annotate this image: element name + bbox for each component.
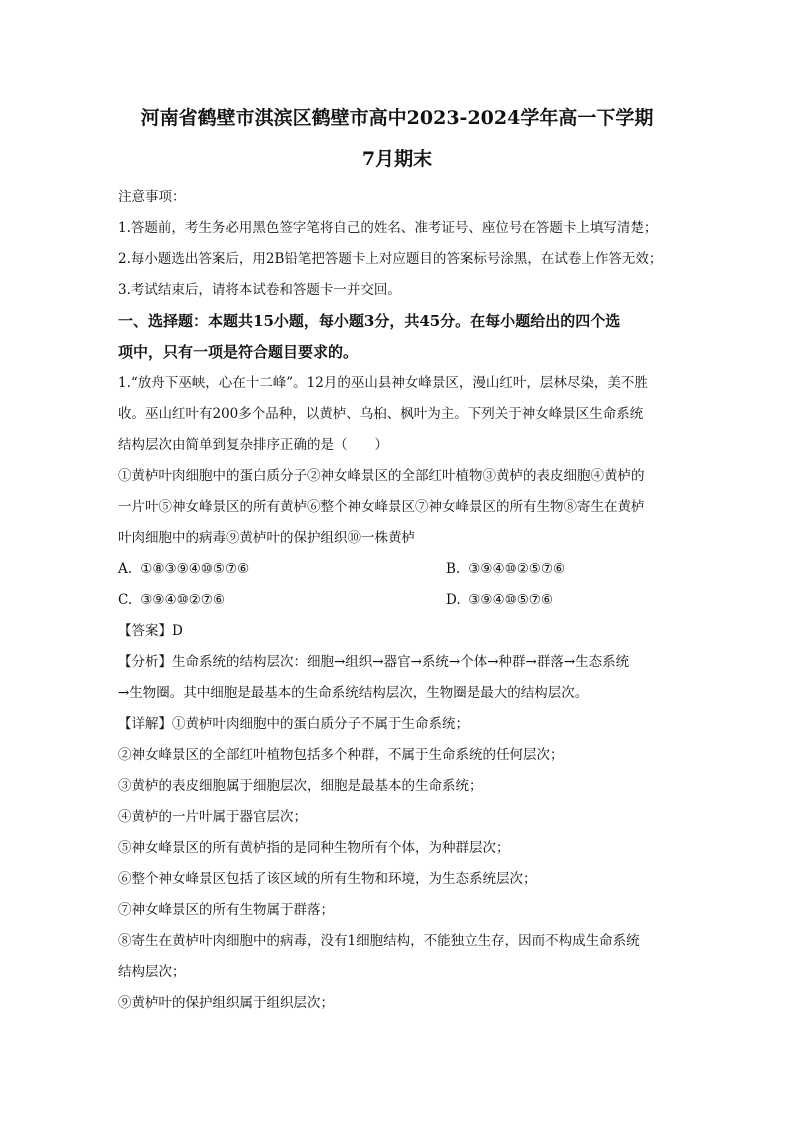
detail-line-8: ⑧寄生在黄栌叶肉细胞中的病毒，没有1细胞结构，不能独立生存，因而不构成生命系统: [118, 933, 640, 949]
analysis-line-2: →生物圈。其中细胞是最基本的生命系统结构层次，生物圈是最大的结构层次。: [118, 685, 589, 701]
option-d: [446, 590, 553, 610]
document-title-line-1: 河南省鹤壁市淇滨区鹤壁市高中2023-2024学年高一下学期: [140, 107, 654, 129]
question-stem-line-3: 结构层次由简单到复杂排序正确的是（ ）: [118, 437, 388, 453]
detail-line-4: ④黄栌的一片叶属于器官层次；: [118, 809, 307, 825]
section-heading-line-1: 一、选择题：本题共15小题，每小题3分，共45分。在每小题给出的四个选: [118, 312, 621, 330]
detail-line-6: ⑥整个神女峰景区包括了该区域的所有生物和环境，为生态系统层次；: [118, 871, 537, 887]
notice-heading: 注意事项：: [118, 189, 186, 205]
option-c-letter: C.: [118, 592, 133, 608]
notice-item-3: 3.考试结束后，请将本试卷和答题卡一并交回。: [118, 282, 401, 298]
option-c-text: ③⑨④⑩②⑦⑥: [140, 592, 226, 608]
question-stem-line-2: 收。巫山红叶有200多个品种，以黄栌、乌桕、枫叶为主。下列关于神女峰景区生命系统: [118, 406, 644, 422]
option-b-text: ③⑨④⑩②⑤⑦⑥: [468, 561, 566, 577]
option-a-letter: A.: [118, 561, 133, 577]
option-d-text: ③⑨④⑩⑤⑦⑥: [468, 592, 554, 608]
option-b: [446, 559, 565, 579]
detail-line-2: ②神女峰景区的全部红叶植物包括多个种群，不属于生命系统的任何层次；: [118, 747, 564, 763]
option-c: [118, 590, 225, 610]
option-d-letter: D.: [446, 592, 461, 608]
detail-line-10: ⑨黄栌叶的保护组织属于组织层次；: [118, 995, 334, 1011]
question-stem-line-5: 一片叶⑤神女峰景区的所有黄栌⑥整个神女峰景区⑦神女峰景区的所有生物⑧寄生在黄栌: [118, 499, 645, 515]
notice-item-1: 1.答题前，考生务必用黑色签字笔将自己的姓名、准考证号、座位号在答题卡上填写清楚；: [118, 220, 658, 236]
detail-line-3: ③黄栌的表皮细胞属于细胞层次，细胞是最基本的生命系统；: [118, 778, 483, 794]
detail-line-9: 结构层次；: [118, 964, 186, 980]
detail-line-7: ⑦神女峰景区的所有生物属于群落；: [118, 902, 334, 918]
notice-item-2: 2.每小题选出答案后，用2B铅笔把答题卡上对应题目的答案标号涂黑，在试卷上作答无效；: [118, 251, 663, 267]
option-b-letter: B.: [446, 561, 461, 577]
document-title-line-2: 7月期末: [361, 148, 433, 170]
section-heading-line-2: 项中，只有一项是符合题目要求的。: [118, 343, 359, 361]
question-stem-line-1: 1.“放舟下巫峡，心在十二峰”。12月的巫山县神女峰景区，漫山红叶，层林尽染，美不胜: [118, 375, 648, 391]
analysis-line-1: 【分析】生命系统的结构层次：细胞→组织→器官→系统→个体→种群→群落→生态系统: [118, 654, 630, 670]
detail-line-5: ⑤神女峰景区的所有黄栌指的是同种生物所有个体，为种群层次；: [118, 840, 510, 856]
question-stem-line-4: ①黄栌叶肉细胞中的蛋白质分子②神女峰景区的全部红叶植物③黄栌的表皮细胞④黄栌的: [118, 468, 645, 484]
answer-line: 【答案】D: [118, 623, 183, 639]
option-a-text: ①⑧③⑨④⑩⑤⑦⑥: [140, 561, 250, 577]
detail-line-1: 【详解】①黄栌叶肉细胞中的蛋白质分子不属于生命系统；: [118, 716, 469, 732]
option-a: [118, 559, 249, 579]
question-stem-line-6: 叶肉细胞中的病毒⑨黄栌叶的保护组织⑩一株黄栌: [118, 530, 415, 546]
